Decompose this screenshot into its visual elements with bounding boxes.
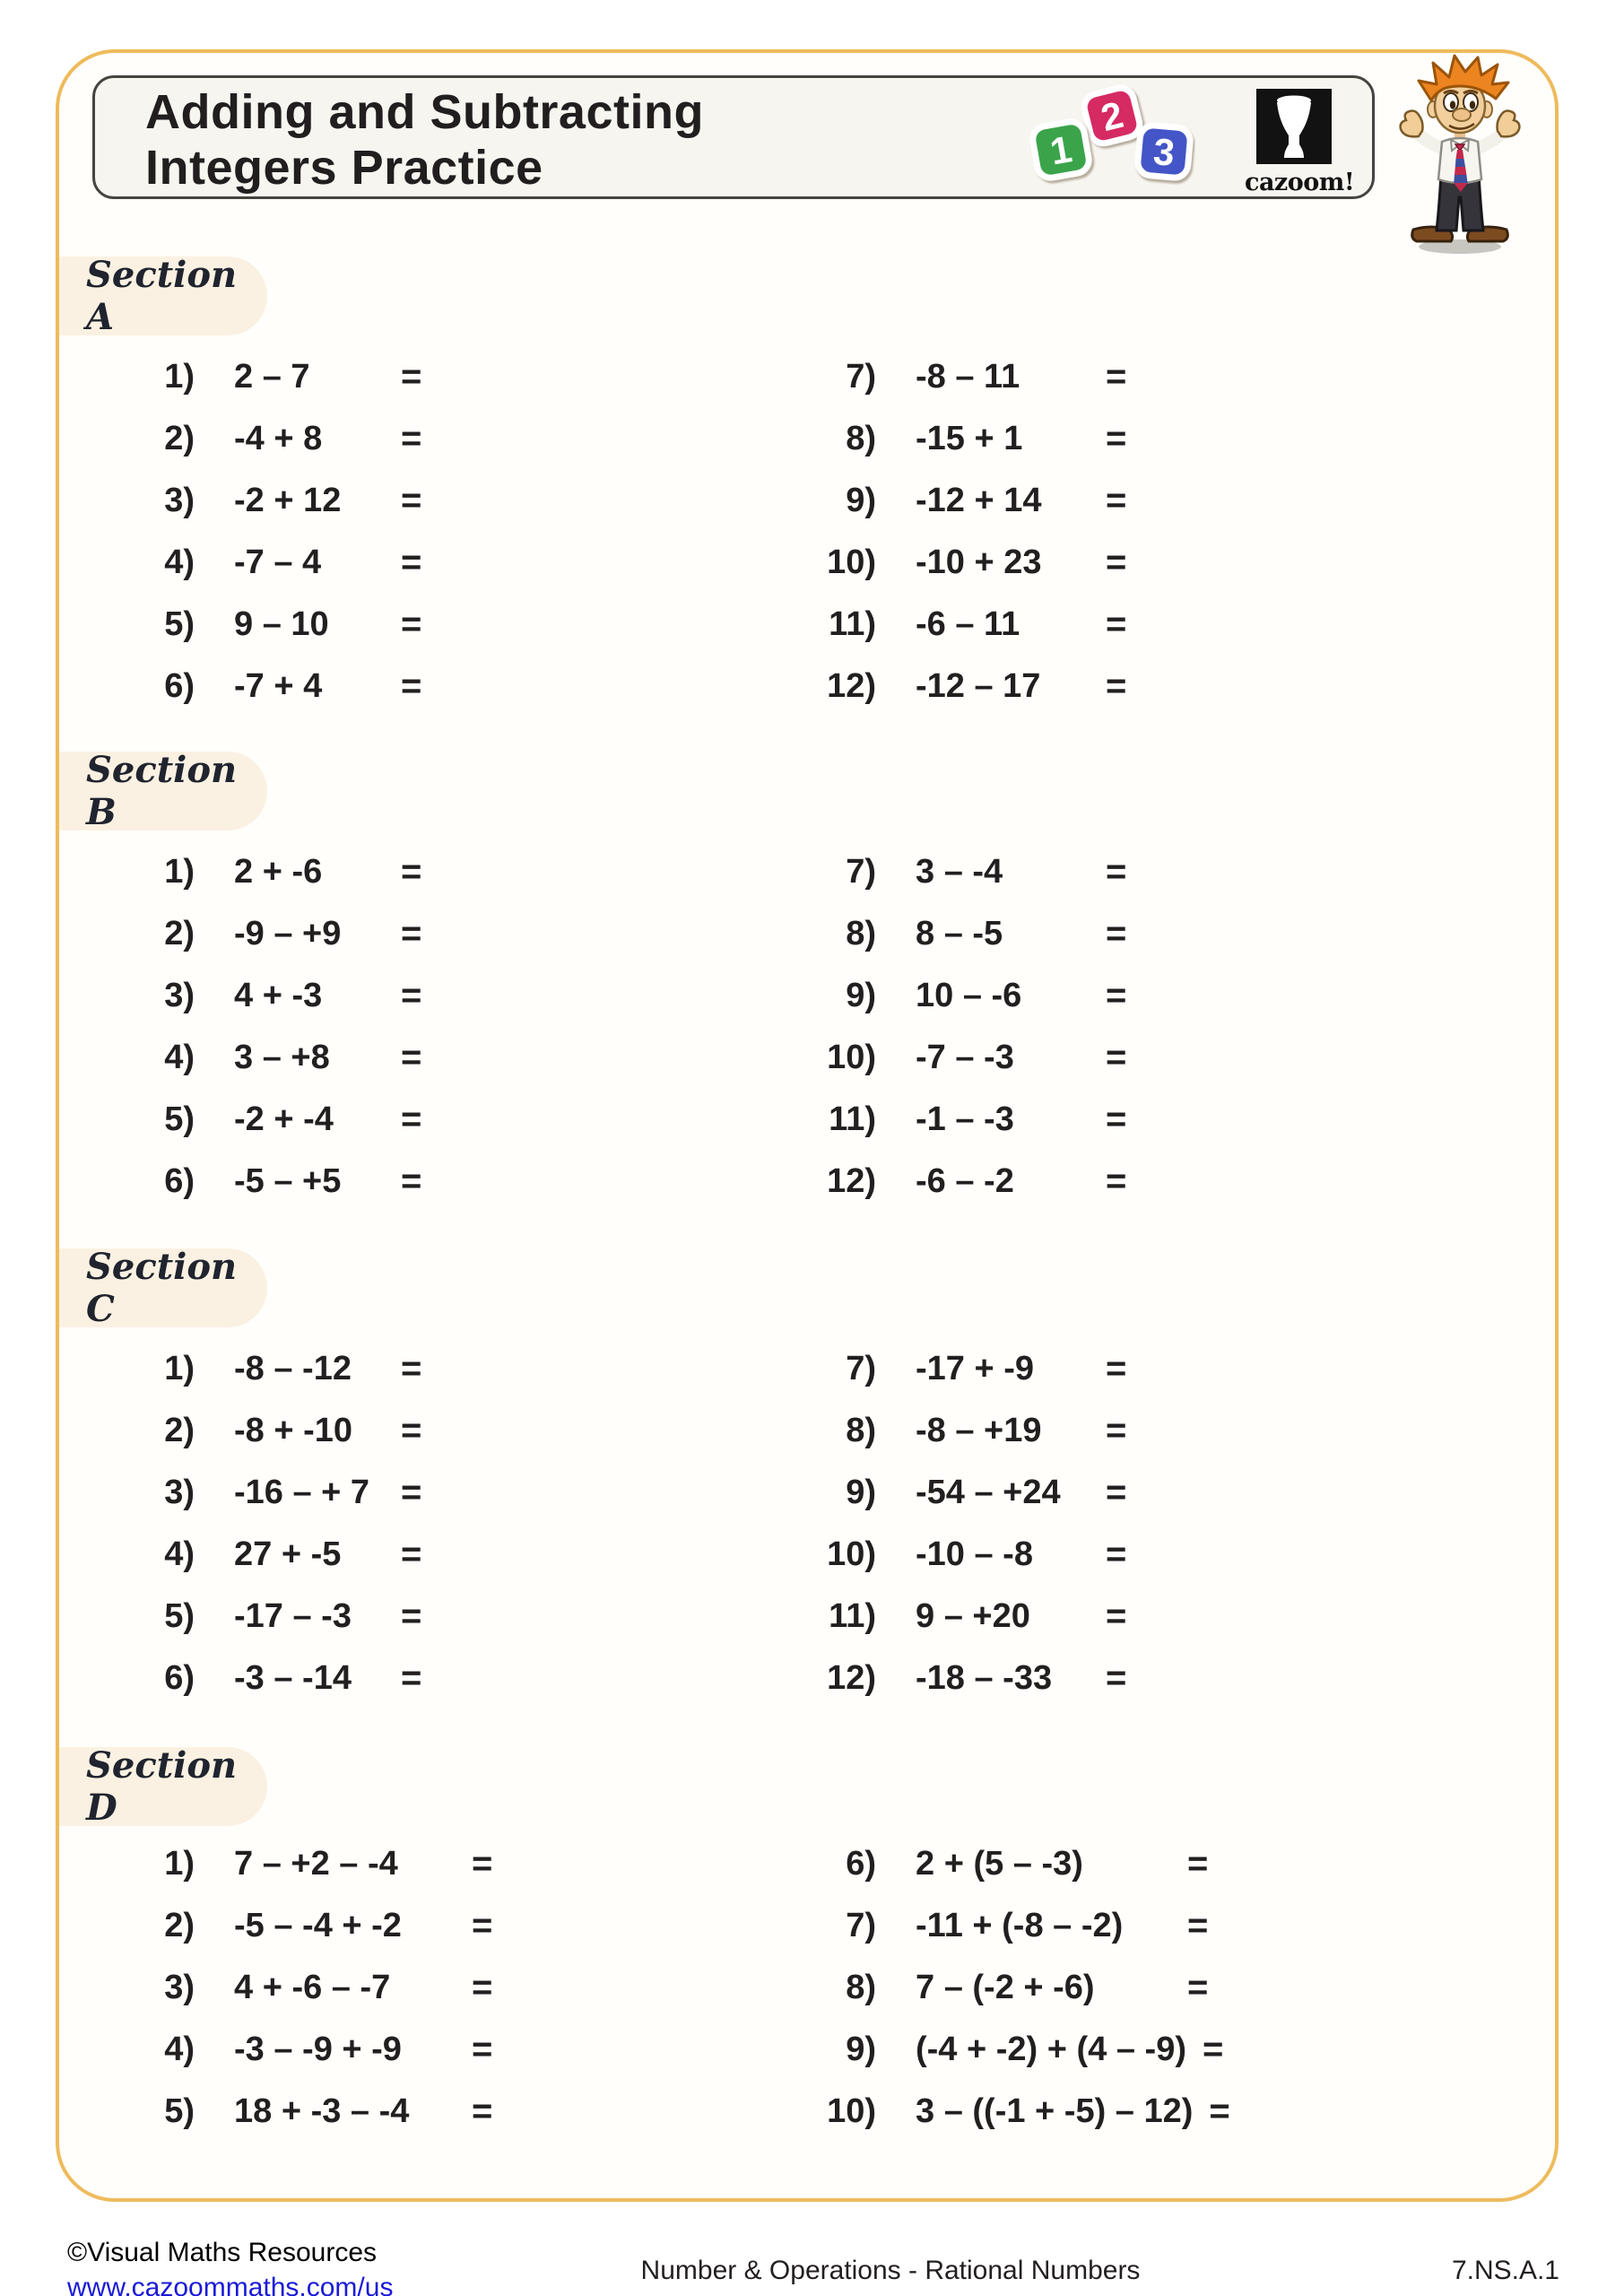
- equals-sign: =: [401, 1349, 422, 1388]
- section-c-right-column: [794, 1338, 1493, 1709]
- equals-sign: =: [1106, 1658, 1127, 1698]
- problem-number: 4): [164, 1039, 195, 1076]
- problem-row: [112, 2081, 812, 2143]
- cazoom-wordmark: cazoom!: [1245, 169, 1355, 196]
- mascot-pupil-left: [1450, 100, 1455, 109]
- problem-row: [112, 2019, 812, 2081]
- cazoom-logo: [1245, 89, 1355, 196]
- equals-sign: =: [1106, 1349, 1127, 1388]
- problem-number: 4): [164, 544, 195, 581]
- problem-number: 9): [846, 2031, 876, 2068]
- problem-row: [112, 1338, 812, 1400]
- equals-sign: =: [1106, 1473, 1127, 1512]
- equals-sign: =: [1187, 1968, 1209, 2007]
- section-a-label: Section A: [59, 257, 267, 335]
- section-b-label: Section B: [59, 752, 267, 831]
- equals-sign: =: [1106, 666, 1127, 706]
- problem-expression: -12 – 17: [916, 667, 1041, 705]
- problem-row: [794, 2019, 1493, 2081]
- equals-sign: =: [1209, 2092, 1230, 2131]
- problem-row: [794, 470, 1493, 532]
- problem-expression: -8 – -12: [234, 1350, 352, 1387]
- problem-row: [112, 532, 812, 594]
- mascot-hand-right: [1498, 111, 1520, 137]
- problem-row: [794, 841, 1493, 903]
- equals-sign: =: [472, 1968, 493, 2007]
- problem-number: 7): [846, 853, 876, 891]
- problem-expression: -2 + -4: [234, 1100, 334, 1138]
- problem-number: 5): [164, 1597, 195, 1635]
- problem-expression: -10 – -8: [916, 1535, 1033, 1573]
- problem-row: [112, 594, 812, 656]
- problem-number: 3): [164, 977, 195, 1014]
- problem-number: 10): [827, 544, 876, 581]
- equals-sign: =: [1106, 419, 1127, 458]
- problem-expression: 2 + (5 – -3): [916, 1845, 1083, 1883]
- problem-expression: -7 – 4: [234, 544, 322, 581]
- header-box: [92, 75, 1375, 199]
- problem-row: [794, 408, 1493, 470]
- problem-expression: -15 + 1: [916, 420, 1023, 457]
- problem-number: 3): [164, 482, 195, 519]
- problem-number: 6): [164, 667, 195, 705]
- footer-copyright-block: [67, 2235, 393, 2296]
- problem-number: 8): [846, 420, 876, 457]
- equals-sign: =: [401, 1473, 422, 1512]
- equals-sign: =: [472, 1906, 493, 1945]
- problem-number: 5): [164, 2092, 195, 2130]
- numbers-123-logo: [1025, 78, 1195, 198]
- problem-number: 7): [846, 358, 876, 396]
- problem-row: [794, 2081, 1493, 2143]
- section-b-left-column: [112, 841, 812, 1213]
- problem-number: 10): [827, 1535, 876, 1573]
- problem-row: [112, 346, 812, 408]
- equals-sign: =: [401, 666, 422, 706]
- problem-expression: 2 – 7: [234, 358, 310, 396]
- problem-number: 9): [846, 977, 876, 1014]
- problem-expression: 3 – -4: [916, 853, 1003, 891]
- problem-expression: -18 – -33: [916, 1659, 1053, 1697]
- problem-expression: -3 – -9 + -9: [234, 2031, 402, 2068]
- equals-sign: =: [1106, 1411, 1127, 1450]
- equals-sign: =: [401, 976, 422, 1015]
- section-c-left-column: [112, 1338, 812, 1709]
- problem-expression: -2 + 12: [234, 482, 342, 519]
- problem-number: 4): [164, 2031, 195, 2068]
- problem-number: 5): [164, 1100, 195, 1138]
- problem-expression: 18 + -3 – -4: [234, 2092, 410, 2130]
- problem-number: 1): [164, 1350, 195, 1387]
- problem-row: [112, 1648, 812, 1709]
- problem-row: [112, 1524, 812, 1586]
- problem-expression: 9 – 10: [234, 605, 329, 643]
- equals-sign: =: [1106, 357, 1127, 396]
- problem-expression: 7 – +2 – -4: [234, 1845, 398, 1883]
- section-d-right-column: [794, 1833, 1493, 2143]
- problem-number: 11): [829, 605, 876, 643]
- problem-row: [794, 903, 1493, 965]
- problem-row: [112, 470, 812, 532]
- equals-sign: =: [1106, 1596, 1127, 1636]
- problem-expression: 2 + -6: [234, 853, 323, 891]
- problem-expression: -8 – 11: [916, 358, 1020, 396]
- problem-expression: 4 + -6 – -7: [234, 1969, 391, 2006]
- problem-row: [112, 1895, 812, 1957]
- problem-number: 2): [164, 915, 195, 952]
- problem-number: 9): [846, 1474, 876, 1511]
- problem-expression: 7 – (-2 + -6): [916, 1969, 1095, 2006]
- problem-row: [794, 1089, 1493, 1151]
- equals-sign: =: [401, 1161, 422, 1201]
- problem-row: [112, 1151, 812, 1213]
- problem-number: 8): [846, 1412, 876, 1449]
- problem-expression: -8 – +19: [916, 1412, 1042, 1449]
- equals-sign: =: [401, 914, 422, 953]
- problem-row: [794, 1895, 1493, 1957]
- problem-row: [112, 1462, 812, 1524]
- problem-row: [794, 1151, 1493, 1213]
- equals-sign: =: [401, 481, 422, 520]
- equals-sign: =: [401, 1411, 422, 1450]
- logo-tile-2: [1081, 85, 1142, 146]
- problem-row: [794, 1400, 1493, 1462]
- problem-expression: -11 + (-8 – -2): [916, 1907, 1124, 1944]
- equals-sign: =: [472, 2092, 493, 2131]
- equals-sign: =: [401, 543, 422, 582]
- equals-sign: =: [1187, 1844, 1209, 1883]
- equals-sign: =: [1202, 2030, 1224, 2069]
- equals-sign: =: [401, 357, 422, 396]
- problem-number: 5): [164, 605, 195, 643]
- problem-row: [112, 903, 812, 965]
- problem-number: 6): [164, 1659, 195, 1697]
- problem-number: 1): [164, 358, 195, 396]
- equals-sign: =: [401, 1535, 422, 1574]
- problem-expression: 10 – -6: [916, 977, 1022, 1014]
- problem-number: 11): [829, 1100, 876, 1138]
- cazoom-drum-icon: [1256, 89, 1332, 168]
- problem-expression: 8 – -5: [916, 915, 1003, 952]
- problem-number: 8): [846, 1969, 876, 2006]
- problem-number: 10): [827, 1039, 876, 1076]
- problem-expression: -9 – +9: [234, 915, 342, 952]
- problem-number: 4): [164, 1535, 195, 1573]
- problem-expression: -3 – -14: [234, 1659, 352, 1697]
- problem-row: [794, 1586, 1493, 1648]
- problem-number: 12): [827, 667, 876, 705]
- problem-row: [794, 1648, 1493, 1709]
- equals-sign: =: [1106, 914, 1127, 953]
- problem-expression: -8 + -10: [234, 1412, 353, 1449]
- problem-row: [112, 1586, 812, 1648]
- problem-row: [794, 1027, 1493, 1089]
- problem-expression: -5 – +5: [234, 1162, 342, 1200]
- equals-sign: =: [401, 1038, 422, 1077]
- equals-sign: =: [1106, 1100, 1127, 1139]
- logo-tile-3: [1137, 125, 1192, 179]
- equals-sign: =: [401, 604, 422, 644]
- problem-expression: -4 + 8: [234, 420, 323, 457]
- equals-sign: =: [472, 2030, 493, 2069]
- problem-number: 6): [164, 1162, 195, 1200]
- section-a-left-column: [112, 346, 812, 718]
- mascot-pupil-right: [1470, 100, 1475, 109]
- problem-expression: -7 – -3: [916, 1039, 1014, 1076]
- problem-number: 3): [164, 1474, 195, 1511]
- problem-number: 9): [846, 482, 876, 519]
- problem-expression: 4 + -3: [234, 977, 323, 1014]
- problem-expression: -17 + -9: [916, 1350, 1035, 1387]
- section-c-label: Section C: [59, 1248, 267, 1327]
- problem-expression: -6 – 11: [916, 605, 1020, 643]
- problem-row: [794, 346, 1493, 408]
- problem-expression: -7 + 4: [234, 667, 323, 705]
- equals-sign: =: [401, 852, 422, 891]
- problem-expression: -12 + 14: [916, 482, 1042, 519]
- problem-number: 2): [164, 1907, 195, 1944]
- problem-number: 2): [164, 420, 195, 457]
- cazoom-mascot-character: [1388, 54, 1532, 258]
- website-link[interactable]: www.cazoommaths.com/us: [67, 2273, 394, 2296]
- problem-row: [794, 1338, 1493, 1400]
- problem-row: [112, 1833, 812, 1895]
- problem-expression: 27 + -5: [234, 1535, 342, 1573]
- equals-sign: =: [1106, 481, 1127, 520]
- problem-number: 11): [829, 1597, 876, 1635]
- problem-row: [794, 965, 1493, 1027]
- section-a-right-column: [794, 346, 1493, 718]
- problem-row: [112, 965, 812, 1027]
- equals-sign: =: [401, 1658, 422, 1698]
- problem-row: [794, 594, 1493, 656]
- logo-digit-2: 2: [1097, 92, 1128, 140]
- problem-expression: 3 – +8: [234, 1039, 330, 1076]
- mascot-arm-right: [1476, 135, 1501, 149]
- problem-row: [794, 1833, 1493, 1895]
- section-d-left-column: [112, 1833, 812, 2143]
- title-line-1: Adding and Subtracting: [145, 85, 704, 139]
- title-line-2: Integers Practice: [145, 141, 543, 195]
- problem-row: [112, 841, 812, 903]
- section-b-right-column: [794, 841, 1493, 1213]
- equals-sign: =: [401, 419, 422, 458]
- problem-expression: -6 – -2: [916, 1162, 1014, 1200]
- problem-expression: 9 – +20: [916, 1597, 1030, 1635]
- worksheet-title: [145, 84, 704, 196]
- logo-tile-1: [1030, 119, 1090, 179]
- equals-sign: =: [1106, 976, 1127, 1015]
- problem-expression: (-4 + -2) + (4 – -9): [916, 2031, 1186, 2068]
- problem-number: 3): [164, 1969, 195, 2006]
- problem-expression: -54 – +24: [916, 1474, 1061, 1511]
- mascot-arm-left: [1419, 135, 1444, 149]
- problem-expression: -5 – -4 + -2: [234, 1907, 402, 1944]
- problem-row: [112, 1089, 812, 1151]
- problem-row: [794, 1462, 1493, 1524]
- problem-row: [794, 1957, 1493, 2019]
- equals-sign: =: [472, 1844, 493, 1883]
- problem-row: [794, 532, 1493, 594]
- logo-digit-3: 3: [1151, 130, 1177, 174]
- equals-sign: =: [1106, 852, 1127, 891]
- equals-sign: =: [1106, 543, 1127, 582]
- problem-row: [112, 1027, 812, 1089]
- equals-sign: =: [401, 1100, 422, 1139]
- equals-sign: =: [1106, 604, 1127, 644]
- problem-expression: -16 – + 7: [234, 1474, 370, 1511]
- problem-row: [112, 1957, 812, 2019]
- equals-sign: =: [401, 1596, 422, 1636]
- problem-expression: -1 – -3: [916, 1100, 1014, 1138]
- equals-sign: =: [1106, 1535, 1127, 1574]
- problem-row: [112, 408, 812, 470]
- footer-topic: Number & Operations - Rational Numbers: [640, 2256, 1141, 2285]
- problem-number: 1): [164, 853, 195, 891]
- mascot-hand-left: [1401, 111, 1423, 137]
- standard-code: 7.NS.A.1: [1451, 2256, 1559, 2285]
- problem-expression: -10 + 23: [916, 544, 1042, 581]
- problem-number: 10): [827, 2092, 876, 2130]
- problem-number: 7): [846, 1350, 876, 1387]
- problem-row: [794, 1524, 1493, 1586]
- problem-row: [794, 656, 1493, 718]
- problem-number: 12): [827, 1162, 876, 1200]
- problem-number: 1): [164, 1845, 195, 1883]
- equals-sign: =: [1187, 1906, 1209, 1945]
- problem-number: 7): [846, 1907, 876, 1944]
- problem-row: [112, 656, 812, 718]
- problem-row: [112, 1400, 812, 1462]
- problem-expression: 3 – ((-1 + -5) – 12): [916, 2092, 1194, 2130]
- equals-sign: =: [1106, 1161, 1127, 1201]
- mascot-nose: [1453, 109, 1471, 121]
- equals-sign: =: [1106, 1038, 1127, 1077]
- problem-expression: -17 – -3: [234, 1597, 352, 1635]
- problem-number: 12): [827, 1659, 876, 1697]
- copyright-text: ©Visual Maths Resources: [67, 2238, 378, 2267]
- section-d-label: Section D: [59, 1747, 267, 1826]
- problem-number: 6): [846, 1845, 876, 1883]
- problem-number: 8): [846, 915, 876, 952]
- logo-digit-1: 1: [1046, 127, 1075, 173]
- problem-number: 2): [164, 1412, 195, 1449]
